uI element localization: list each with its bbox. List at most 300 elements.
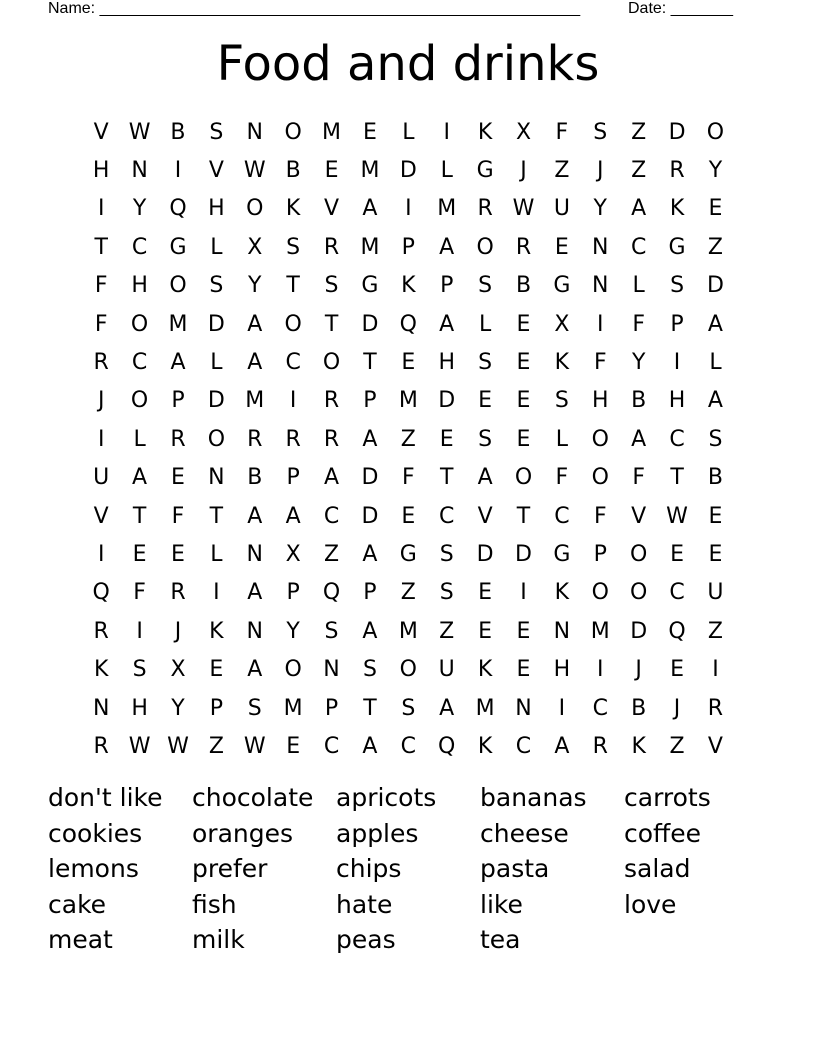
grid-letter: P [363,580,377,606]
grid-letter: L [440,158,453,184]
grid-letter: B [515,273,532,299]
grid-letter: V [93,119,109,145]
grid-letter: E [478,618,493,644]
grid-letter: G [361,273,379,299]
grid-letter: D [361,503,379,529]
grid-letter: K [93,657,109,683]
grid-letter: E [324,158,339,184]
word-list-item: bananas [480,783,587,812]
grid-letter: X [170,657,186,683]
grid-letter: Q [438,733,456,759]
grid-letter: O [591,465,609,491]
grid-letter: S [209,273,224,299]
grid-letter: F [555,119,569,145]
grid-letter: S [401,695,416,721]
grid-letter: E [516,426,531,452]
word-list-item: prefer [192,854,268,884]
grid-letter: E [708,541,723,567]
grid-letter: L [210,541,223,567]
grid-letter: I [597,311,604,337]
grid-letter: G [169,234,187,260]
grid-letter: W [243,158,266,184]
grid-letter: S [286,234,301,260]
grid-letter: Y [708,158,723,184]
word-list-item: apples [336,818,419,848]
grid-letter: A [631,196,647,222]
grid-letter: K [477,119,493,145]
grid-letter: C [131,350,148,376]
grid-row [82,151,735,189]
grid-letter: E [516,618,531,644]
grid-letter: P [593,541,607,567]
grid-letter: N [515,695,532,721]
grid-letter: Z [400,580,416,606]
grid-letter: S [209,119,224,145]
grid-letter: T [209,503,224,529]
grid-letter: J [520,158,527,184]
grid-letter: V [631,503,647,529]
word-list-item: cake [48,889,107,919]
grid-letter: P [286,580,300,606]
grid-letter: O [399,657,417,683]
grid-letter: K [209,618,224,644]
grid-letter: P [286,465,300,491]
grid-letter: M [245,388,265,414]
grid-letter: C [323,733,340,759]
grid-letter: H [592,388,609,414]
grid-letter: Z [400,426,416,452]
grid-letter: R [93,733,109,759]
grid-letter: G [553,541,571,567]
grid-letter: E [516,311,531,337]
grid-letter: Z [669,733,685,759]
grid-letter: H [668,388,686,414]
grid-letter: S [593,119,608,145]
grid-letter: I [213,580,220,606]
grid-letter: R [285,426,301,452]
grid-row [82,305,735,343]
grid-letter: T [363,350,377,376]
grid-letter: Q [668,618,686,644]
grid-letter: K [554,350,570,376]
grid-letter: Z [707,234,723,260]
grid-letter: O [591,580,609,606]
grid-letter: S [478,350,493,376]
grid-letter: I [597,657,604,683]
grid-letter: J [174,618,182,644]
grid-letter: M [475,695,495,721]
grid-letter: C [131,234,148,260]
grid-letter: O [284,657,302,683]
grid-letter: T [286,273,300,299]
grid-letter: E [516,657,531,683]
grid-letter: I [520,580,527,606]
grid-letter: Y [132,196,147,222]
grid-letter: R [592,733,608,759]
grid-letter: T [439,465,454,491]
grid-letter: E [439,426,454,452]
word-list-item: chocolate [192,783,314,812]
grid-letter: M [437,196,457,222]
grid-letter: P [401,234,415,260]
grid-letter: O [591,426,609,452]
grid-letter: O [514,465,533,491]
grid-letter: O [706,119,725,145]
word-list-item: pasta [480,854,550,884]
grid-letter: C [592,695,608,721]
grid-letter: V [324,196,340,222]
grid-letter: A [439,311,455,337]
grid-letter: N [131,158,148,184]
grid-letter: O [130,311,149,337]
grid-letter: K [631,733,646,759]
grid-letter: P [209,695,223,721]
grid-letter: R [93,618,109,644]
grid-letter: Q [169,196,187,222]
grid-letter: E [362,119,377,145]
grid-row [82,574,735,612]
word-list-item: apricots [336,783,437,812]
grid-letter: E [670,657,684,683]
grid-letter: X [515,119,532,145]
word-list-item: salad [624,854,691,884]
grid-row [82,113,735,151]
grid-letter: A [324,465,340,491]
grid-row [82,497,735,535]
grid-letter: F [171,503,185,529]
grid-letter: G [668,234,686,260]
word-list-item: love [624,889,677,919]
grid-letter: A [362,426,378,452]
name-field-label: Name: ______________________________________________________ [48,0,581,17]
grid-letter: T [132,503,147,529]
grid-letter: N [92,695,110,721]
grid-letter: C [554,503,570,529]
grid-letter: U [553,196,570,222]
grid-letter: A [362,618,378,644]
grid-letter: K [285,196,301,222]
grid-row [82,612,735,650]
grid-letter: S [324,618,339,644]
grid-letter: K [477,733,493,759]
grid-letter: K [401,273,416,299]
grid-letter: F [133,580,146,606]
grid-letter: O [476,234,494,260]
word-list-item: tea [480,925,521,955]
grid-letter: E [478,580,493,606]
grid-letter: L [133,426,146,452]
grid-letter: N [553,618,571,644]
grid-letter: E [171,541,185,567]
grid-row [82,689,735,727]
grid-letter: K [554,580,570,606]
grid-letter: Y [286,618,300,644]
grid-letter: D [399,158,417,184]
grid-letter: P [363,388,377,414]
grid-letter: L [210,350,223,376]
grid-letter: I [97,196,105,222]
grid-letter: M [168,311,188,337]
grid-letter: F [593,350,607,376]
grid-letter: C [515,733,532,759]
grid-letter: H [131,695,148,721]
grid-letter: S [362,657,377,683]
grid-letter: E [516,388,531,414]
grid-letter: N [592,234,609,260]
word-list-item: lemons [48,854,139,884]
grid-letter: W [666,503,688,529]
grid-letter: E [286,733,301,759]
grid-letter: P [324,695,339,721]
grid-letter: B [170,119,186,145]
grid-letter: A [247,350,263,376]
page-title: Food and drinks [216,36,600,92]
grid-letter: J [673,695,681,721]
grid-letter: F [555,465,569,491]
grid-letter: Y [631,350,646,376]
grid-letter: M [590,618,610,644]
grid-row [82,382,735,420]
header-fields [48,0,748,20]
grid-letter: O [630,580,648,606]
grid-row [82,650,735,688]
grid-letter: A [362,541,378,567]
grid-letter: R [247,426,263,452]
grid-letter: K [669,196,685,222]
grid-letter: S [478,273,493,299]
grid-letter: X [285,541,301,567]
grid-letter: G [399,541,417,567]
grid-letter: Y [593,196,607,222]
grid-letter: L [709,350,722,376]
grid-letter: I [136,618,143,644]
grid-letter: R [170,426,186,452]
grid-letter: Q [399,311,417,337]
grid-letter: Z [208,733,224,759]
grid-letter: E [132,541,147,567]
grid-letter: R [707,695,724,721]
grid-letter: Z [439,618,455,644]
grid-letter: T [670,465,684,491]
grid-row [82,727,735,765]
grid-letter: P [171,388,185,414]
grid-letter: O [630,541,648,567]
grid-letter: N [246,618,263,644]
grid-letter: H [92,158,110,184]
grid-letter: P [670,311,684,337]
grid-letter: V [707,733,723,759]
grid-letter: A [247,657,263,683]
grid-letter: O [284,119,302,145]
grid-letter: E [209,657,224,683]
grid-letter: I [289,388,297,414]
grid-letter: I [97,541,105,567]
grid-letter: E [401,350,416,376]
grid-letter: C [400,733,416,759]
grid-letter: D [668,119,686,145]
word-list-item: coffee [624,818,702,848]
grid-letter: S [554,388,569,414]
grid-letter: A [477,465,493,491]
grid-letter: N [246,541,263,567]
grid-letter: R [170,580,186,606]
grid-letter: U [438,657,455,683]
grid-letter: O [169,273,187,299]
grid-letter: S [132,657,147,683]
grid-letter: A [631,426,647,452]
grid-row [82,535,735,573]
grid-letter: A [439,695,455,721]
letter-grid [82,113,735,766]
grid-letter: A [707,388,723,414]
grid-letter: I [712,657,719,683]
grid-letter: M [283,695,303,721]
grid-letter: W [128,733,151,759]
grid-letter: T [516,503,531,529]
grid-letter: R [323,426,340,452]
grid-letter: Z [554,158,570,184]
grid-row [82,228,735,266]
word-list-item: cookies [48,818,143,848]
grid-letter: A [362,196,378,222]
grid-row [82,343,735,381]
word-list-item: cheese [480,818,569,848]
grid-letter: C [439,503,455,529]
grid-letter: T [324,311,339,337]
grid-letter: V [477,503,493,529]
grid-letter: A [132,465,148,491]
grid-letter: E [554,234,569,260]
word-list-item: fish [192,889,237,919]
grid-letter: A [439,234,455,260]
grid-letter: E [708,503,723,529]
grid-letter: H [438,350,455,376]
grid-letter: K [477,657,493,683]
grid-letter: I [558,695,566,721]
grid-letter: O [322,350,341,376]
grid-letter: D [515,541,532,567]
grid-letter: R [477,196,493,222]
word-list-item: like [480,889,523,919]
grid-letter: X [247,234,263,260]
grid-letter: B [631,388,647,414]
grid-letter: M [360,234,380,260]
grid-letter: S [478,426,493,452]
grid-letter: A [247,503,263,529]
grid-letter: D [476,541,494,567]
word-list-item: hate [336,889,393,919]
grid-letter: D [361,465,379,491]
grid-letter: C [630,234,647,260]
grid-letter: I [673,350,681,376]
grid-letter: Z [631,119,647,145]
grid-letter: N [246,119,263,145]
grid-letter: D [706,273,724,299]
grid-letter: F [632,465,645,491]
grid-letter: V [93,503,109,529]
grid-letter: L [210,234,223,260]
grid-letter: I [443,119,450,145]
grid-row [82,190,735,228]
grid-letter: H [131,273,148,299]
grid-letter: Y [171,695,185,721]
grid-letter: S [708,426,723,452]
grid-letter: O [207,426,226,452]
grid-letter: V [208,158,224,184]
grid-letter: A [170,350,186,376]
grid-letter: W [243,733,266,759]
word-list-item: meat [48,925,113,955]
grid-letter: X [554,311,570,337]
grid-letter: J [597,158,604,184]
grid-letter: Y [248,273,262,299]
grid-letter: N [323,657,340,683]
grid-letter: A [247,311,263,337]
grid-row [82,459,735,497]
word-list-item: oranges [192,818,294,848]
grid-letter: A [554,733,570,759]
word-list-item: don't like [48,783,163,812]
grid-letter: F [94,273,108,299]
grid-letter: P [440,273,454,299]
grid-letter: W [512,196,535,222]
grid-letter: U [707,580,724,606]
grid-letter: D [630,618,648,644]
grid-letter: F [632,311,645,337]
grid-letter: Z [631,158,647,184]
grid-letter: E [708,196,723,222]
grid-letter: L [555,426,569,452]
grid-letter: N [208,465,225,491]
grid-letter: W [128,119,151,145]
grid-letter: Q [92,580,110,606]
grid-letter: W [167,733,189,759]
grid-letter: C [669,426,685,452]
grid-letter: D [438,388,456,414]
grid-letter: C [323,503,340,529]
grid-letter: A [362,733,378,759]
grid-letter: M [360,158,380,184]
grid-letter: B [631,695,647,721]
grid-letter: L [632,273,645,299]
grid-letter: I [405,196,412,222]
grid-letter: R [93,350,109,376]
grid-letter: E [478,388,493,414]
grid-letter: Z [324,541,340,567]
grid-letter: B [285,158,301,184]
grid-row [82,420,735,458]
grid-letter: O [130,388,149,414]
grid-letter: E [401,503,416,529]
grid-letter: T [363,695,377,721]
grid-letter: H [553,657,571,683]
grid-letter: D [207,388,225,414]
grid-letter: G [476,158,494,184]
grid-letter: B [247,465,263,491]
word-list-item: milk [192,925,245,955]
grid-letter: U [93,465,110,491]
date-field-label: Date: _______ [628,0,733,17]
grid-letter: I [97,426,105,452]
word-list-item: peas [336,925,396,955]
word-list [48,780,768,958]
grid-letter: L [478,311,492,337]
grid-letter: T [94,234,108,260]
grid-letter: B [707,465,723,491]
grid-letter: I [174,158,182,184]
word-list-item: carrots [624,783,711,812]
grid-letter: D [207,311,225,337]
